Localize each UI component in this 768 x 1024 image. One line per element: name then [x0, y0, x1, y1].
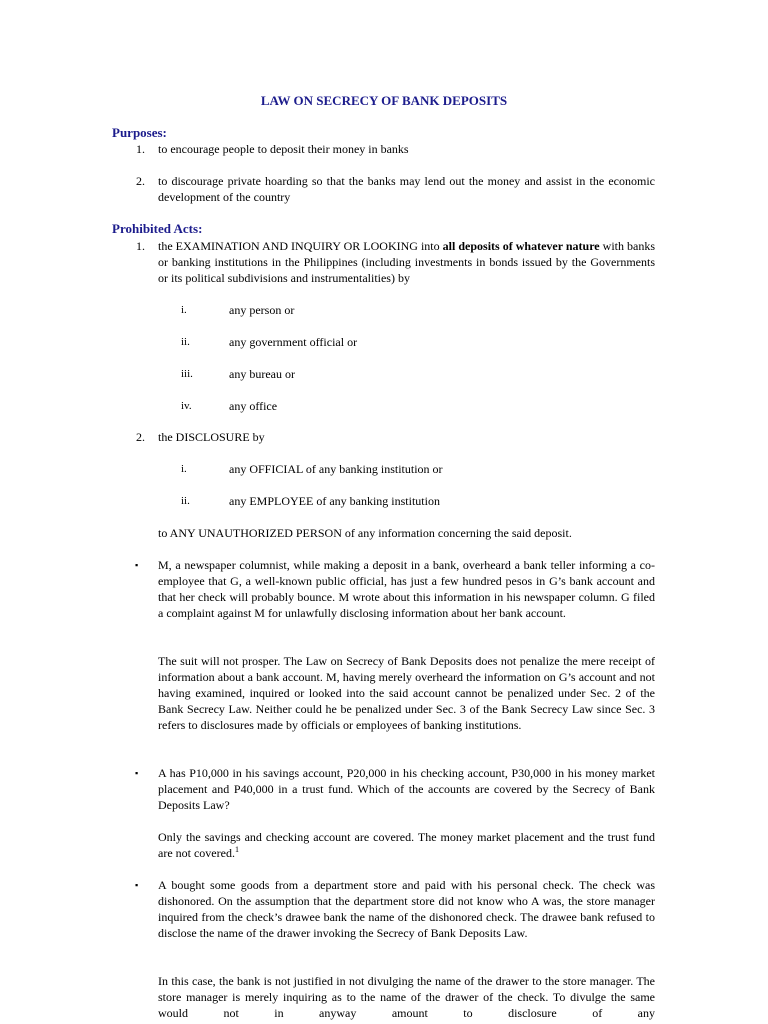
purpose-number: 1.: [136, 142, 145, 156]
subitem-text: any government official or: [229, 335, 358, 349]
document-title: LAW ON SECRECY OF BANK DEPOSITS: [260, 93, 508, 108]
prohibited-act-number: 2.: [136, 430, 145, 444]
purpose-text: to encourage people to deposit their money in banks: [158, 142, 409, 156]
case-question: M, a newspaper columnist, while making a deposit in a bank, overheard a bank teller informing a co-employee that G, a well-known public official, has just a few hundred pesos in G’s bank account and that her check will probably bounce. M wrote about this information in his newspaper column. G filed a complaint against M for unlawfully disclosing information about her bank account.: [158, 558, 655, 620]
purpose-text: to discourage private hoarding so that the banks may lend out the money and assist in the economic development of the country: [158, 174, 655, 204]
subitem-number: ii.: [181, 495, 190, 507]
subitem-text: any EMPLOYEE of any banking institution: [229, 494, 440, 508]
purposes-heading: Purposes:: [112, 125, 167, 140]
subitem-number: iii.: [181, 368, 193, 380]
case-answer: In this case, the bank is not justified in not divulging the name of the drawer to the store manager. The store manager is merely inquiring as to the name of the drawer of the check. To divulge the same would not in anyway amount to disclosure of any: [158, 974, 655, 1020]
subitem-text: any bureau or: [229, 367, 295, 381]
subitem-number: iv.: [181, 400, 192, 412]
bullet-marker: ▪: [135, 768, 139, 778]
subitem-text: any office: [229, 399, 278, 413]
footnote-marker[interactable]: 1: [234, 845, 239, 854]
case-question: A has P10,000 in his savings account, P20,000 in his checking account, P30,000 in his money market placement and P40,000 in a trust fund. Which of the accounts are covered by the Secrecy of Bank Deposits Law?: [158, 766, 655, 812]
prohibited-act-text-part: with banks or banking institutions in the Philippines (including investments in bonds issued by the Governments or its political subdivisions and instrumentalities) by: [158, 239, 656, 285]
case-question: A bought some goods from a department store and paid with his personal check. The check was dishonored. On the assumption that the department store did not know who A was, the store manager inquired from the check’s drawee bank the name of the dishonored check. The drawee bank refused to disclose the name of the drawer invoking the Secrecy of Bank Deposits Law.: [158, 878, 655, 940]
subitem-number: ii.: [181, 336, 190, 348]
bullet-marker: ▪: [135, 880, 139, 890]
prohibited-act-text: the DISCLOSURE by: [158, 430, 265, 444]
subitem-text: any person or: [229, 303, 295, 317]
prohibited-act-emphasis: all deposits of whatever nature: [442, 239, 600, 253]
purpose-number: 2.: [136, 174, 145, 188]
case-answer: [158, 829, 655, 861]
subitem-number: i.: [181, 463, 187, 475]
case-answer-text: Only the savings and checking account are covered. The money market placement and the trust fund are not covered.: [158, 830, 655, 860]
prohibited-act-number: 1.: [136, 239, 145, 253]
prohibited-acts-heading: Prohibited Acts:: [112, 221, 203, 236]
bullet-marker: ▪: [135, 560, 139, 570]
subitem-text: any OFFICIAL of any banking institution or: [229, 462, 443, 476]
prohibited-act-text-part: the EXAMINATION AND INQUIRY OR LOOKING into: [158, 239, 443, 253]
prohibited-act-text: [158, 238, 655, 286]
disclosure-closing-text: to ANY UNAUTHORIZED PERSON of any information concerning the said deposit.: [158, 526, 572, 540]
case-answer: The suit will not prosper. The Law on Secrecy of Bank Deposits does not penalize the mere receipt of information about a bank account. M, having merely overheard the information on G’s account and not having examined, inquired or looked into the said account cannot be penalized under Sec. 2 of the Bank Secrecy Law. Neither could he be penalized under Sec. 3 of the Bank Secrecy Law since Sec. 3 refers to disclosures made by officials or employees of banking institutions.: [158, 654, 655, 732]
subitem-number: i.: [181, 304, 187, 316]
